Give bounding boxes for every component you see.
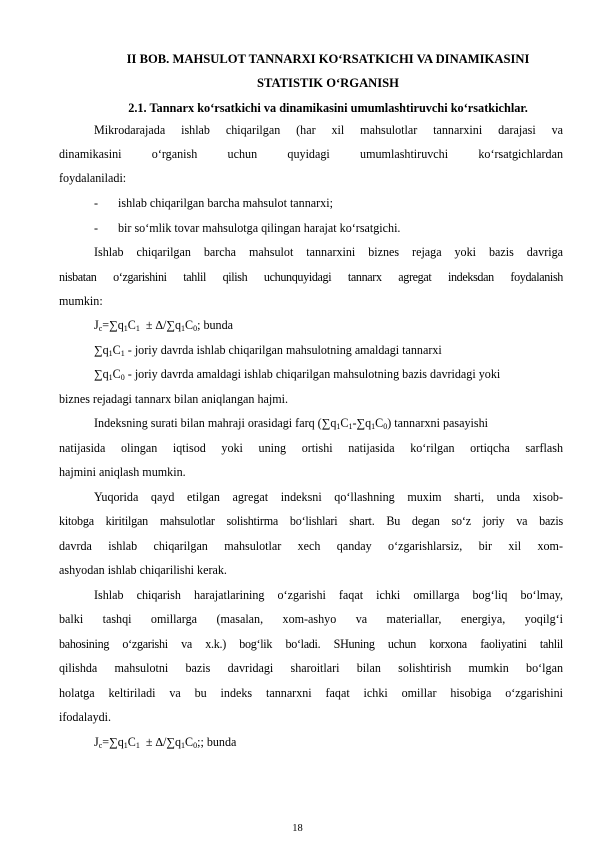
p5-line5: holatga keltiriladi va bu indeks tannarxni faqat ichki omillar hisobiga o‘zgarishini	[59, 686, 563, 700]
bullet-item-2	[94, 221, 400, 235]
p2-line3: mumkin:	[59, 294, 103, 308]
section-title: 2.1. Tannarx ko‘rsatkichi va dinamikasini umumlashtiruvchi ko‘rsatkichlar.	[128, 101, 528, 115]
p5-line1: Ishlab chiqarish harajatlarining o‘zgarishi faqat ichki omillarga bog‘liq bo‘lmay,	[94, 588, 563, 602]
p3-line1-b: ) tannarxni pasayishi	[387, 416, 488, 430]
definition-2: $\sum q_1C_0$ - joriy davrda amaldagi ishlab chiqarilgan mahsulotning bazis davridagi yoki	[94, 367, 501, 382]
p1-line3: foydalaniladi:	[59, 171, 127, 185]
formula-2: $J_c=\sum q_1C_1 \pm \Delta/\sum q_1C_0$;; bunda	[94, 735, 237, 750]
formula-2-suffix: ;; bunda	[197, 735, 237, 749]
p5-line6: ifodalaydi.	[59, 710, 112, 724]
p2-line2: nisbatan o‘zgarishini tahlil qilish uchunquyidagi tannarx agregat indeksdan foydalanish	[59, 270, 563, 284]
p3-line3: hajmini aniqlash mumkin.	[59, 465, 186, 479]
formula-1-suffix: ; bunda	[197, 318, 234, 332]
bullet-text-2: bir so‘mlik tovar mahsulotga qilingan harajat ko‘rsatgichi.	[118, 221, 401, 235]
definition-1-text: - joriy davrda ishlab chiqarilgan mahsulotning amaldagi tannarxi	[124, 343, 442, 357]
p5-line4: qilishda mahsulotni bazis davridagi sharoitlari bilan solishtirish mumkin bo‘lgan	[59, 661, 563, 675]
chapter-title-line2: STATISTIK O‘RGANISH	[257, 76, 399, 90]
chapter-title-line1: II BOB. MAHSULOT TANNARXI KO‘RSATKICHI VA DINAMIKASINI	[126, 52, 530, 66]
definition-2-line2: biznes rejadagi tannarx bilan aniqlangan hajmi.	[59, 392, 289, 406]
p4-line3: davrda ishlab chiqarilgan mahsulotlar xech qanday o‘zgarishlarsiz, bir xil xom-	[59, 539, 563, 553]
definition-2-text: - joriy davrda amaldagi ishlab chiqarilgan mahsulotning bazis davridagi yoki	[124, 367, 501, 381]
formula-1: $J_c=\sum q_1C_1 \pm \Delta/\sum q_1C_0$; bunda	[94, 318, 234, 333]
p1-line1: Mikrodarajada ishlab chiqarilgan (har xil mahsulotlar tannarxini darajasi va	[94, 123, 563, 137]
p4-line2: kitobga kiritilgan mahsulotlar solishtirma bo‘lishlari shart. Bu degan so‘z joriy va bazis	[59, 514, 563, 528]
p5-line3: bahosining o‘zgarishi va x.k.) bog‘lik bo‘ladi. SHuning uchun korxona faoliyatini tahlil	[59, 637, 563, 651]
dash-icon: -	[94, 221, 99, 235]
p3-line1: Indeksning surati bilan mahraji orasidagi farq $(\sum q_1C_1-\sum q_1C_0)$ tannarxni pasayishi	[94, 416, 488, 431]
bullet-text-1: ishlab chiqarilgan barcha mahsulot tannarxi;	[118, 196, 333, 210]
bullet-item-1	[94, 196, 333, 210]
p5-line2: balki tashqi omillarga (masalan, xom-ashyo va materiallar, energiya, yoqilg‘i	[59, 612, 563, 626]
p3-line1-a: Indeksning surati bilan mahraji orasidagi farq (	[94, 416, 322, 430]
p1-line2: dinamikasini o‘rganish uchun quyidagi umumlashtiruvchi ko‘rsatgichlardan	[59, 147, 563, 161]
p4-line1: Yuqorida qayd etilgan agregat indeksni qo‘llashning muxim sharti, unda xisob-	[94, 490, 563, 504]
p3-line2: natijasida olingan iqtisod yoki uning ortishi natijasida ko‘rilgan ortiqcha sarflash	[59, 441, 563, 455]
definition-1: $\sum q_1C_1$ - joriy davrda ishlab chiqarilgan mahsulotning amaldagi tannarxi	[94, 343, 442, 358]
page-number: 18	[292, 823, 303, 834]
dash-icon: -	[94, 196, 99, 210]
p4-line4: ashyodan ishlab chiqarilishi kerak.	[59, 563, 227, 577]
p2-line1: Ishlab chiqarilgan barcha mahsulot tannarxini biznes rejaga yoki bazis davriga	[94, 245, 563, 259]
